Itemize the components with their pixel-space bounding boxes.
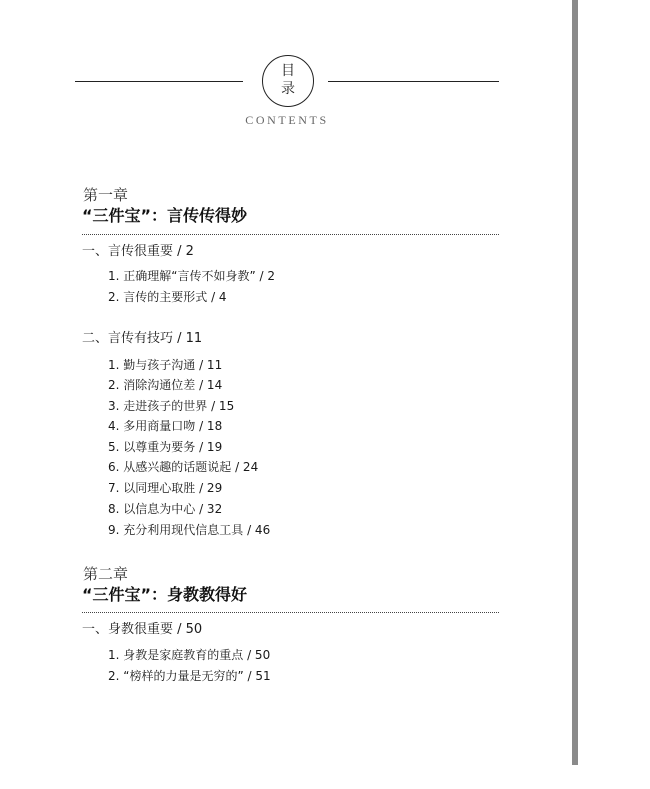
chapter-2-title[interactable]: “三件宝”：身教教得好 [82,585,248,604]
chapter-1-divider [82,234,499,235]
header-rule-left [75,81,243,82]
toc-section-1-2[interactable]: 二、言传有技巧 / 11 [82,331,203,346]
toc-item[interactable]: 9. 充分利用现代信息工具 / 46 [108,523,271,537]
chapter-1-label: 第一章 [83,186,129,204]
header-rule-right [328,81,499,82]
toc-title-circle [262,55,314,107]
toc-item[interactable]: 1. 勤与孩子沟通 / 11 [108,358,223,372]
toc-item[interactable]: 6. 从感兴趣的话题说起 / 24 [108,460,259,474]
toc-item[interactable]: 2. 消除沟通位差 / 14 [108,378,223,392]
contents-label: CONTENTS [245,113,329,127]
toc-section-2-1[interactable]: 一、身教很重要 / 50 [82,622,203,637]
toc-item[interactable]: 8. 以信息为中心 / 32 [108,502,223,516]
toc-item[interactable]: 1. 身教是家庭教育的重点 / 50 [108,648,271,662]
toc-title-char-1: 目 [281,63,295,79]
toc-title-char-2: 录 [281,81,295,97]
toc-item[interactable]: 4. 多用商量口吻 / 18 [108,419,223,433]
toc-item[interactable]: 2. 言传的主要形式 / 4 [108,290,227,304]
page-edge [572,0,578,765]
toc-item[interactable]: 7. 以同理心取胜 / 29 [108,481,223,495]
chapter-1-title[interactable]: “三件宝”：言传传得妙 [82,206,248,225]
toc-item[interactable]: 1. 正确理解“言传不如身教” / 2 [108,269,276,283]
toc-section-1-1[interactable]: 一、言传很重要 / 2 [82,244,194,259]
toc-item[interactable]: 2. “榜样的力量是无穷的” / 51 [108,669,271,683]
chapter-2-label: 第二章 [83,565,129,583]
toc-item[interactable]: 3. 走进孩子的世界 / 15 [108,399,235,413]
toc-item[interactable]: 5. 以尊重为要务 / 19 [108,440,223,454]
toc-header [75,54,499,134]
chapter-2-divider [82,612,499,613]
